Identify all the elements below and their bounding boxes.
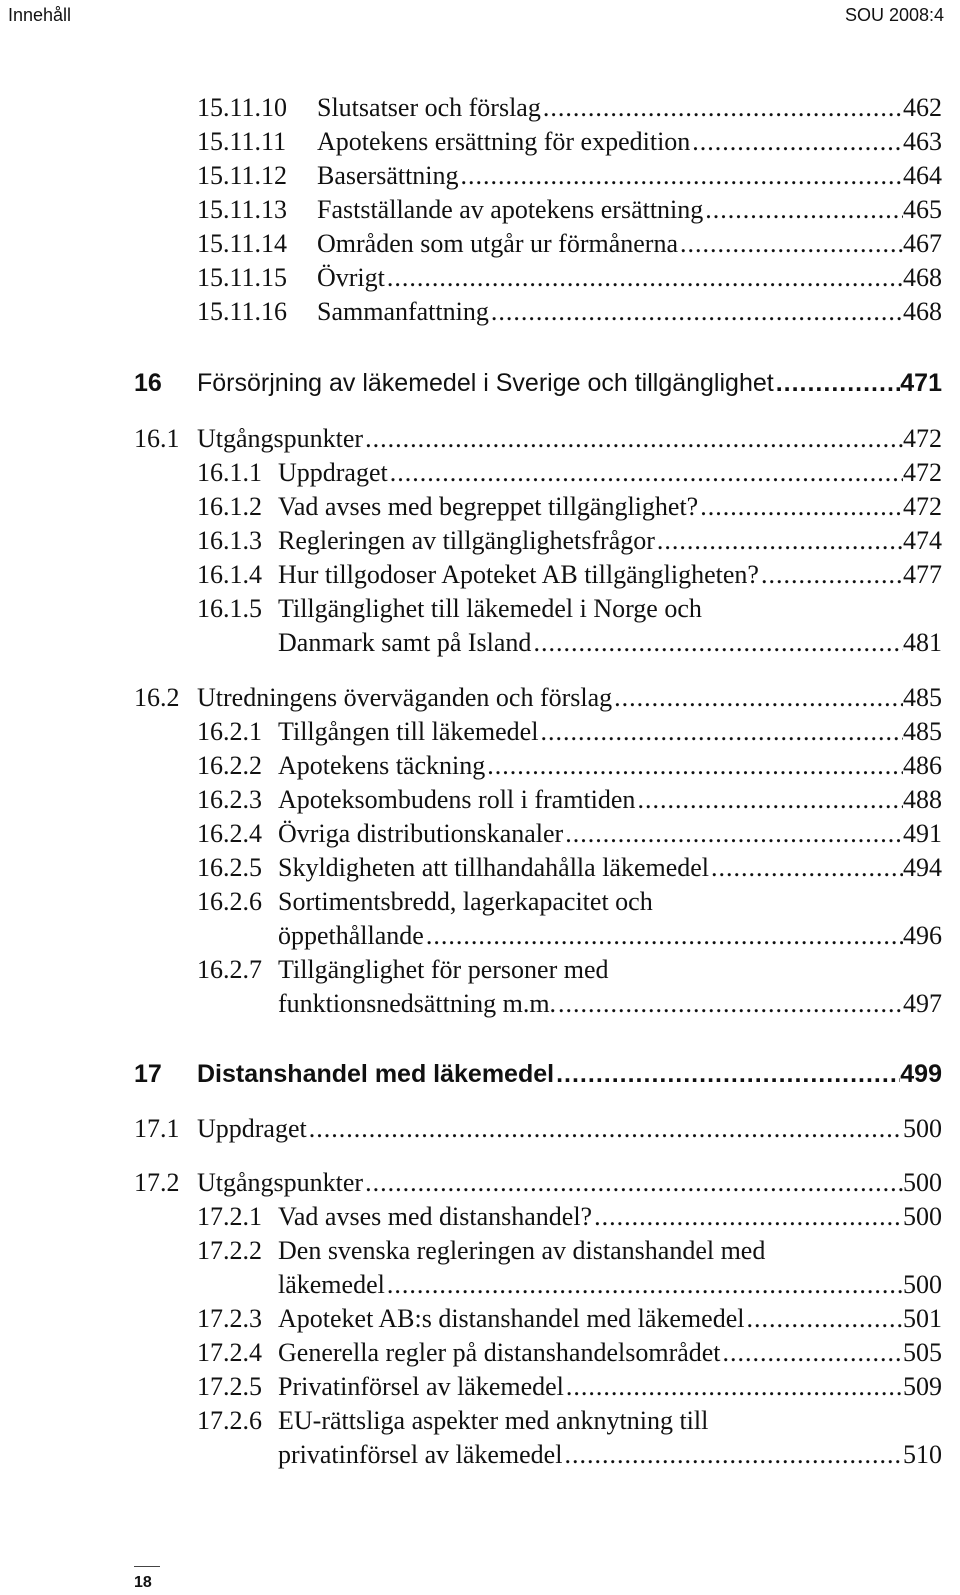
toc-entry-page: 500 — [903, 1270, 942, 1299]
toc-entry[interactable] — [197, 490, 942, 524]
toc-entry-page: 505 — [903, 1338, 942, 1367]
toc-entry-number: 17.2.1 — [197, 1202, 262, 1231]
toc-entry-number: 16.2 — [134, 683, 180, 712]
toc-entry[interactable] — [197, 159, 942, 193]
toc-entry-number: 16.2.6 — [197, 887, 262, 916]
toc-entry-title: Apoteksombudens roll i framtiden — [278, 785, 636, 814]
toc-entry-title-continued: privatinförsel av läkemedel — [278, 1440, 563, 1469]
toc-entry-title: Utredningens överväganden och förslag — [197, 683, 613, 712]
running-header — [0, 3, 960, 27]
toc-entry-number: 15.11.14 — [197, 229, 288, 258]
toc-entry-number: 15.11.13 — [197, 195, 288, 224]
toc-leader — [690, 125, 903, 159]
toc-entry[interactable] — [134, 1166, 942, 1200]
toc-entry-number: 15.11.11 — [197, 127, 287, 156]
toc-entry[interactable] — [197, 715, 942, 749]
toc-entry-title: EU-rättsliga aspekter med anknytning till — [278, 1406, 709, 1435]
toc-leader — [563, 817, 903, 851]
toc-entry[interactable] — [197, 227, 942, 261]
toc-entry-page: 468 — [903, 263, 942, 292]
toc-leader — [424, 919, 903, 953]
toc-entry-number: 16 — [134, 369, 162, 397]
toc-leader — [556, 987, 903, 1021]
toc-leader — [774, 366, 901, 400]
toc-entry[interactable] — [197, 1200, 942, 1234]
toc-entry-title: Uppdraget — [278, 458, 388, 487]
toc-entry-number: 16.2.3 — [197, 785, 262, 814]
toc-entry-page: 485 — [903, 683, 942, 712]
toc-entry[interactable] — [197, 1302, 942, 1336]
toc-entry[interactable] — [197, 524, 942, 558]
toc-entry-title: Privatinförsel av läkemedel — [278, 1372, 564, 1401]
toc-entry-first-line[interactable] — [197, 953, 608, 987]
toc-entry-number: 16.2.4 — [197, 819, 262, 848]
toc-entry-first-line[interactable] — [197, 1404, 708, 1438]
toc-entry-page: 464 — [903, 161, 942, 190]
toc-entry-page: 497 — [903, 989, 942, 1018]
toc-entry-title: Tillgången till läkemedel — [278, 717, 539, 746]
toc-leader — [459, 159, 903, 193]
toc-entry-title: Generella regler på distanshandelsområdet — [278, 1338, 721, 1367]
toc-entry-number: 16.1.2 — [197, 492, 262, 521]
toc-entry-page: 467 — [903, 229, 942, 258]
toc-entry-number: 16.1.3 — [197, 526, 262, 555]
toc-entry-title-continued: Danmark samt på Island — [278, 628, 532, 657]
toc-entry-title: Utgångspunkter — [197, 1168, 364, 1197]
toc-entry-title: Vad avses med begreppet tillgänglighet? — [278, 492, 699, 521]
toc-leader — [388, 456, 903, 490]
footer-rule — [134, 1566, 160, 1567]
toc-entry-title: Vad avses med distanshandel? — [278, 1202, 593, 1231]
toc-entry-title-continued: läkemedel — [278, 1270, 385, 1299]
toc-entry-page: 474 — [903, 526, 942, 555]
toc-entry-page: 496 — [903, 921, 942, 950]
toc-leader — [703, 193, 903, 227]
toc-entry-title: Övrigt — [317, 263, 385, 292]
toc-entry-page: 463 — [903, 127, 942, 156]
toc-entry-first-line[interactable] — [197, 1234, 765, 1268]
toc-entry-page: 471 — [900, 369, 942, 397]
toc-leader — [612, 681, 903, 715]
toc-entry[interactable] — [197, 193, 942, 227]
toc-entry-title: Basersättning — [317, 161, 459, 190]
toc-entry-title: Utgångspunkter — [197, 424, 364, 453]
toc-entry-page: 491 — [903, 819, 942, 848]
toc-entry[interactable] — [197, 749, 942, 783]
toc-entry-title: Uppdraget — [197, 1114, 307, 1143]
toc-entry-page: 501 — [903, 1304, 942, 1333]
toc-leader — [485, 749, 903, 783]
toc-entry-title: Hur tillgodoser Apoteket AB tillgängligheten? — [278, 560, 759, 589]
toc-entry[interactable] — [134, 422, 942, 456]
toc-entry-page: 486 — [903, 751, 942, 780]
toc-entry-page: 477 — [903, 560, 942, 589]
toc-entry[interactable] — [197, 456, 942, 490]
toc-entry-title: Apoteket AB:s distanshandel med läkemedel — [278, 1304, 745, 1333]
toc-entry-number: 17.2 — [134, 1168, 180, 1197]
toc-entry[interactable] — [197, 783, 942, 817]
toc-entry-title: Regleringen av tillgänglighetsfrågor — [278, 526, 655, 555]
toc-entry-number: 15.11.12 — [197, 161, 288, 190]
toc-entry-number: 17 — [134, 1060, 162, 1088]
toc-entry[interactable] — [197, 91, 942, 125]
toc-entry-title: Områden som utgår ur förmånerna — [317, 229, 678, 258]
toc-chapter-entry[interactable] — [134, 1057, 942, 1091]
toc-entry-title: Fastställande av apotekens ersättning — [317, 195, 704, 224]
toc-entry-title: Den svenska regleringen av distanshandel med — [278, 1236, 766, 1265]
toc-leader — [744, 1302, 903, 1336]
toc-entry-number: 17.1 — [134, 1114, 180, 1143]
toc-leader — [385, 1268, 903, 1302]
toc-entry-title: Tillgänglighet till läkemedel i Norge och — [278, 594, 702, 623]
toc-entry-number: 16.1.5 — [197, 594, 262, 623]
toc-entry[interactable] — [134, 681, 942, 715]
toc-entry[interactable] — [197, 125, 942, 159]
toc-leader — [721, 1336, 903, 1370]
toc-entry-number: 17.2.6 — [197, 1406, 262, 1435]
toc-entry-number: 16.2.7 — [197, 955, 262, 984]
toc-leader — [363, 1166, 903, 1200]
toc-leader — [531, 626, 903, 660]
toc-entry-number: 15.11.10 — [197, 93, 288, 122]
toc-entry-page: 472 — [903, 424, 942, 453]
toc-leader — [538, 715, 903, 749]
toc-entry-continuation[interactable] — [278, 919, 942, 953]
toc-entry-title-continued: öppethållande — [278, 921, 424, 950]
toc-entry-continuation[interactable] — [278, 987, 942, 1021]
toc-entry-continuation[interactable] — [278, 626, 942, 660]
toc-entry-page: 462 — [903, 93, 942, 122]
toc-entry-number: 16.2.5 — [197, 853, 262, 882]
page-number: 18 — [134, 1574, 152, 1591]
toc-entry-number: 16.1.4 — [197, 560, 262, 589]
toc-entry-title: Apotekens täckning — [278, 751, 486, 780]
toc-leader — [698, 490, 903, 524]
toc-entry-continuation[interactable] — [278, 1268, 942, 1302]
toc-entry-title: Sortimentsbredd, lagerkapacitet och — [278, 887, 653, 916]
toc-entry[interactable] — [197, 558, 942, 592]
toc-entry-title: Tillgänglighet för personer med — [278, 955, 609, 984]
toc-entry-title: Övriga distributionskanaler — [278, 819, 564, 848]
toc-leader — [709, 851, 903, 885]
toc-entry-title: Distanshandel med läkemedel — [197, 1060, 555, 1088]
toc-entry-title: Försörjning av läkemedel i Sverige och tillgänglighet — [197, 369, 774, 397]
toc-entry-page: 500 — [903, 1202, 942, 1231]
toc-leader — [592, 1200, 903, 1234]
header-section: Innehåll — [8, 5, 72, 25]
toc-entry-number: 17.2.3 — [197, 1304, 262, 1333]
toc-entry-page: 465 — [903, 195, 942, 224]
toc-entry-number: 16.2.2 — [197, 751, 262, 780]
toc-entry-number: 15.11.16 — [197, 297, 288, 326]
toc-entry-number: 16.1 — [134, 424, 180, 453]
toc-chapter-entry[interactable] — [134, 366, 942, 400]
toc-entry-title: Skyldigheten att tillhandahålla läkemedel — [278, 853, 710, 882]
toc-entry-page: 481 — [903, 628, 942, 657]
toc-entry-number: 16.2.1 — [197, 717, 262, 746]
toc-entry-page: 510 — [903, 1440, 942, 1469]
toc-entry-page: 499 — [900, 1060, 942, 1088]
toc-leader — [655, 524, 903, 558]
toc-leader — [307, 1112, 903, 1146]
toc-entry[interactable] — [197, 817, 942, 851]
toc-leader — [678, 227, 903, 261]
toc-entry-number: 17.2.4 — [197, 1338, 262, 1367]
toc-entry-continuation[interactable] — [278, 1438, 942, 1472]
toc-leader — [541, 91, 903, 125]
toc-entry-page: 472 — [903, 492, 942, 521]
toc-entry-page: 468 — [903, 297, 942, 326]
toc-leader — [635, 783, 903, 817]
toc-entry-first-line[interactable] — [197, 592, 702, 626]
toc-entry[interactable] — [197, 1336, 942, 1370]
toc-entry-page: 494 — [903, 853, 942, 882]
toc-entry[interactable] — [197, 295, 942, 329]
toc-entry-number: 17.2.2 — [197, 1236, 262, 1265]
toc-leader — [562, 1438, 903, 1472]
toc-entry-title-continued: funktionsnedsättning m.m. — [278, 989, 557, 1018]
toc-entry-page: 485 — [903, 717, 942, 746]
toc-leader — [759, 558, 903, 592]
toc-entry[interactable] — [197, 851, 942, 885]
toc-leader — [564, 1370, 903, 1404]
toc-entry-title: Sammanfattning — [317, 297, 489, 326]
toc-entry[interactable] — [134, 1112, 942, 1146]
toc-leader — [554, 1057, 900, 1091]
toc-entry-page: 472 — [903, 458, 942, 487]
toc-leader — [363, 422, 903, 456]
toc-entry-first-line[interactable] — [197, 885, 653, 919]
toc-entry-page: 509 — [903, 1372, 942, 1401]
toc-entry-title: Slutsatser och förslag — [317, 93, 541, 122]
toc-leader — [489, 295, 903, 329]
toc-entry-number: 16.1.1 — [197, 458, 262, 487]
toc-entry[interactable] — [197, 261, 942, 295]
toc-entry-page: 500 — [903, 1114, 942, 1143]
toc-entry-number: 17.2.5 — [197, 1372, 262, 1401]
toc-entry[interactable] — [197, 1370, 942, 1404]
toc-entry-number: 15.11.15 — [197, 263, 288, 292]
toc-entry-page: 500 — [903, 1168, 942, 1197]
toc-entry-title: Apotekens ersättning för expedition — [317, 127, 691, 156]
header-report-id: SOU 2008:4 — [844, 5, 944, 25]
toc-leader — [385, 261, 903, 295]
toc-entry-page: 488 — [903, 785, 942, 814]
